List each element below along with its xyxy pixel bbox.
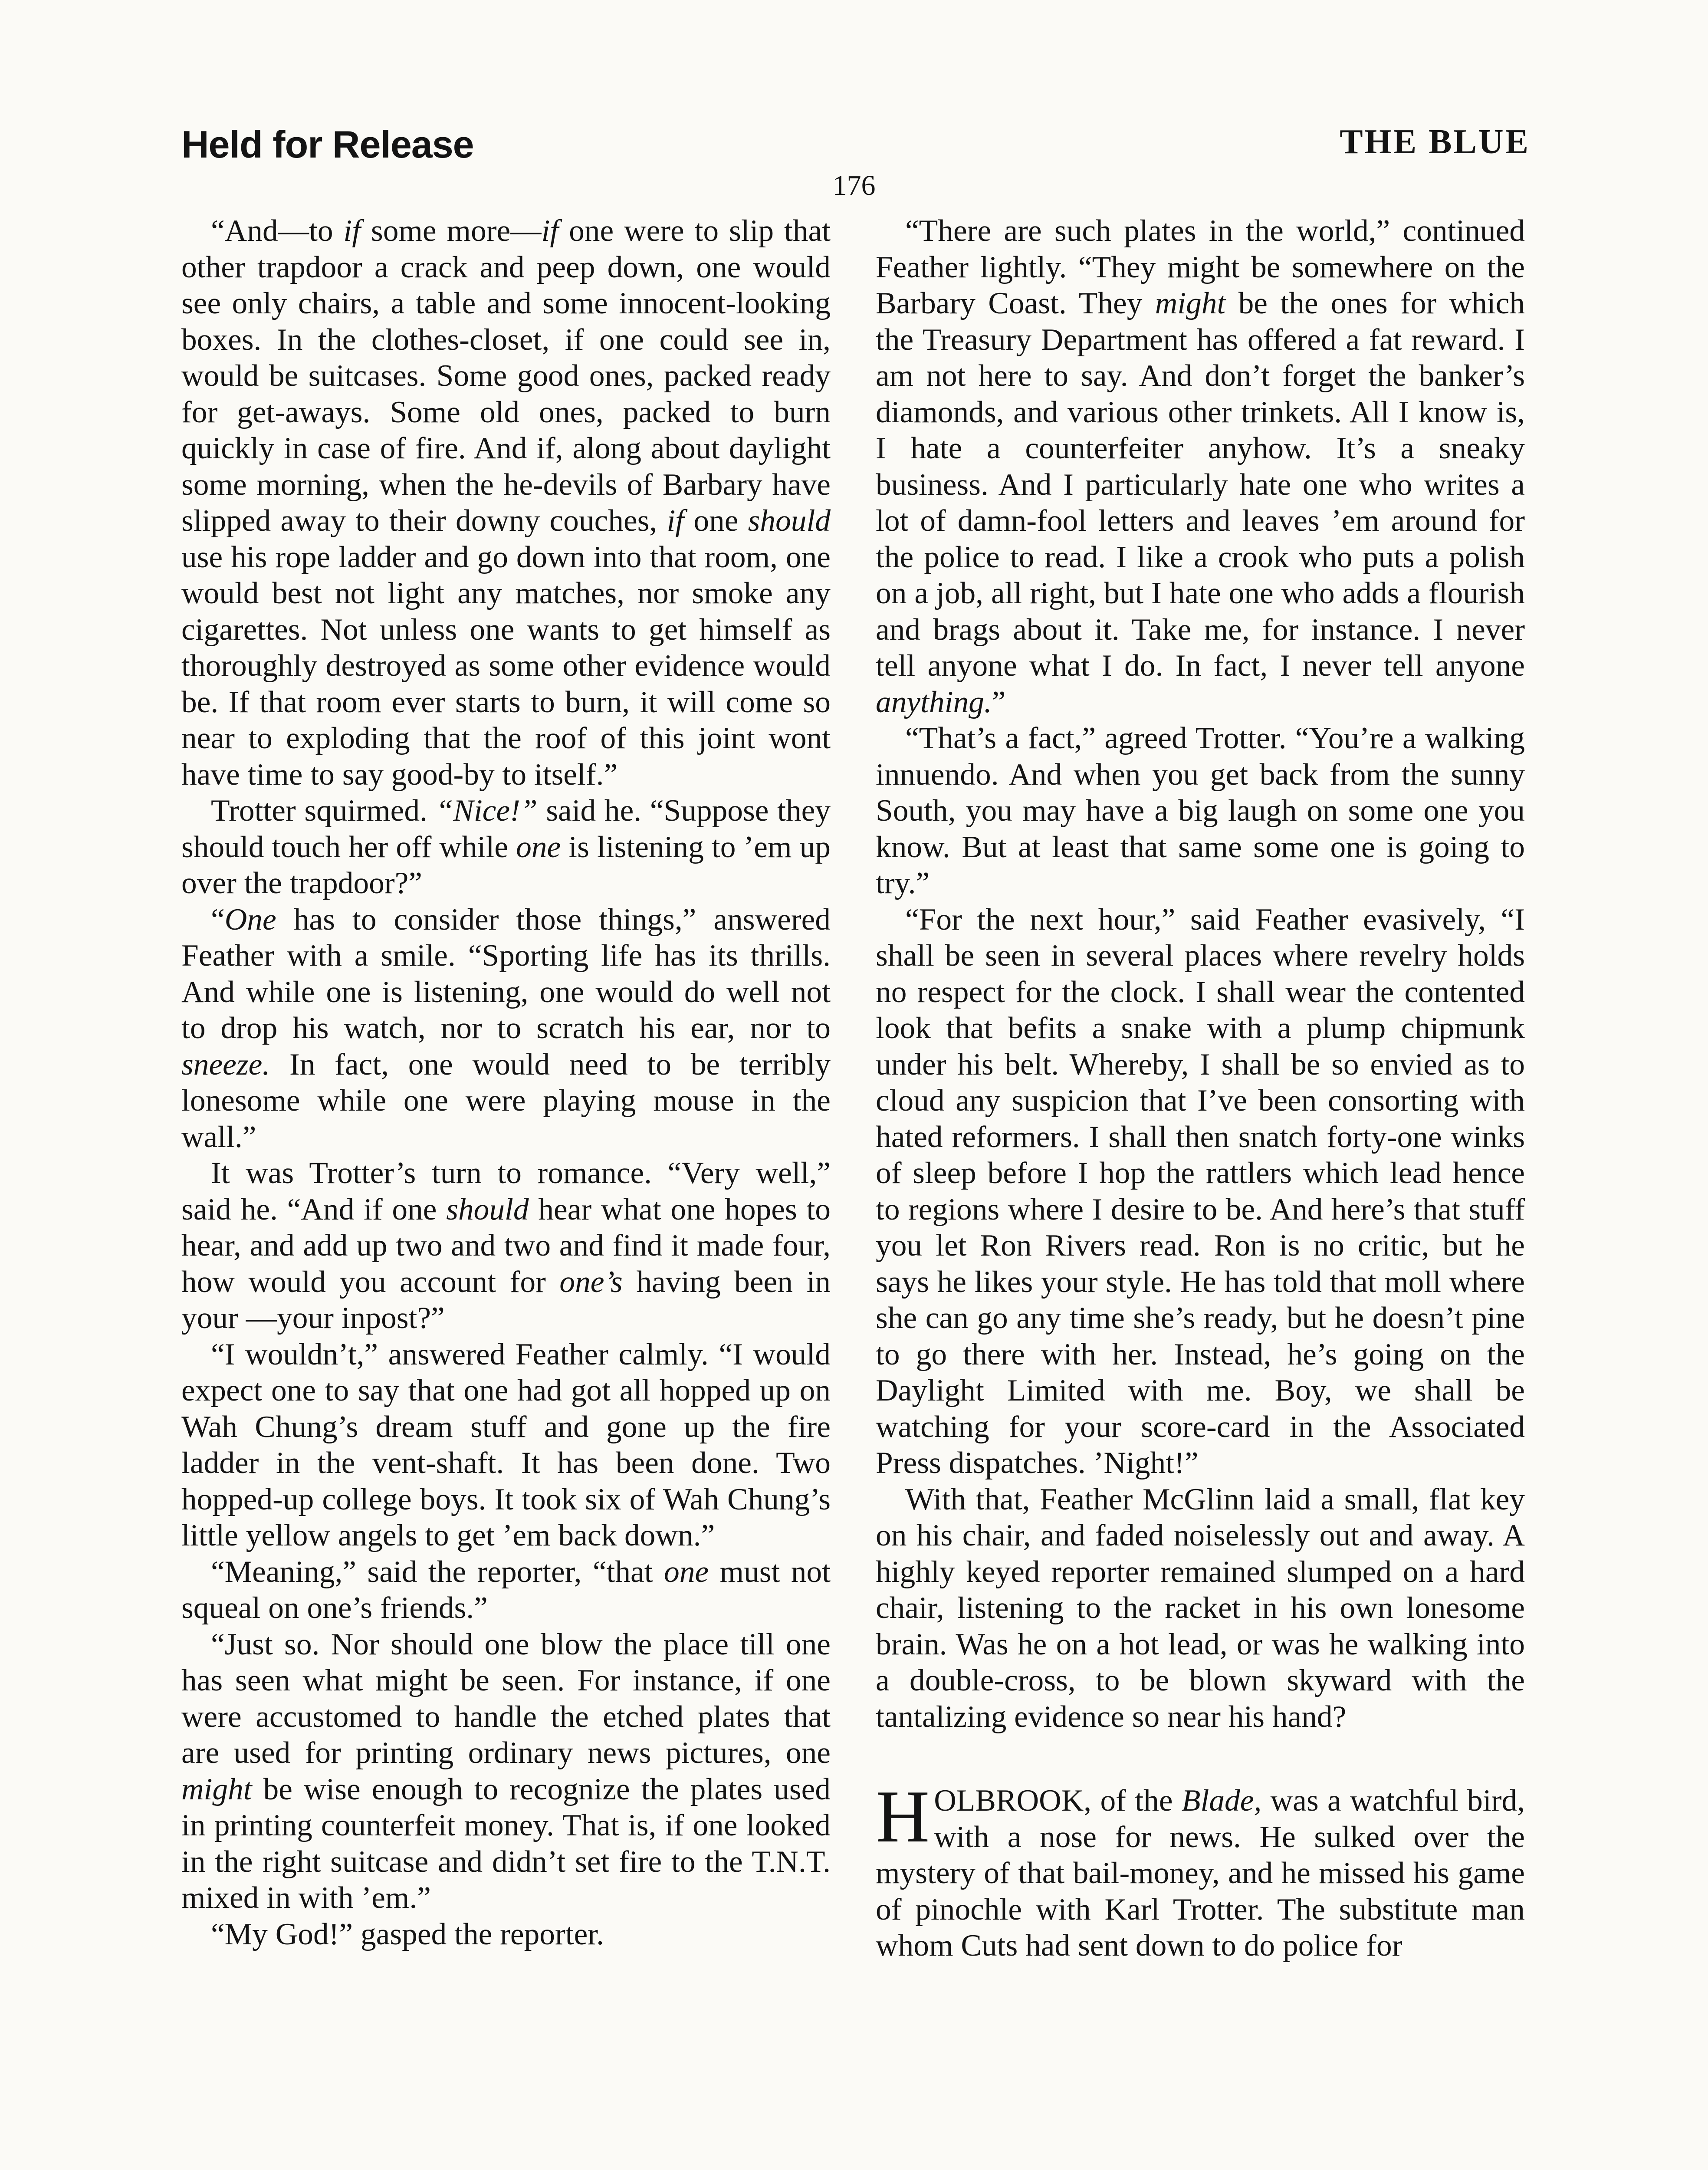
magazine-name: THE BLUE <box>1340 123 1530 161</box>
paragraph: “That’s a fact,” agreed Trotter. “You’re a walking innuendo. And when you get back from the sunny South, you may have a big laugh on some one you know. But at least that same some one is going to try.” <box>876 721 1525 900</box>
paragraph: “Meaning,” said the reporter, “that one must not squeal on one’s friends.” <box>181 1554 831 1625</box>
running-head <box>181 114 1530 174</box>
section-break <box>876 1735 1525 1782</box>
paragraph: “For the next hour,” said Feather evasively, “I shall be seen in several places where revelry holds no respect for the clock. I shall wear the contented look that befits a snake with a plump chipmunk under his belt. Whereby, I shall be so envied as to cloud any suspicion that I’ve been consorting with hated reformers. I shall then snatch forty-one winks of sleep before I hop the rattlers which lead hence to regions where I desire to be. And here’s that stuff you let Ron Rivers read. Ron is no critic, but he says he likes your style. He has told that moll where she can go any time she’s ready, but he doesn’t pine to go there with her. Instead, he’s going on the Daylight Limited with me. Boy, we shall be watching for your score-card in the Associated Press dispatches. ’Night!” <box>876 902 1525 1480</box>
left-column <box>181 213 831 1952</box>
paragraph: “My God!” gasped the reporter. <box>211 1917 604 1951</box>
paragraph: “And—to if some more—if one were to slip that other trapdoor a crack and peep down, one would see only chairs, a table and some innocent-looking boxes. In the clothes-closet, if one could see in, would be suitcases. Some good ones, packed ready for get-aways. Some old ones, packed to burn quickly in case of fire. And if, along about daylight some morning, when the he-devils of Barbary have slipped away to their downy couches, if one should use his rope ladder and go down into that room, one would best not light any matches, nor smoke any cigarettes. Not unless one wants to get himself as thoroughly destroyed as some other evidence would be. If that room ever starts to burn, it will come so near to exploding that the roof of this joint wont have time to say good-by to itself.” <box>181 214 831 792</box>
paragraph: “I wouldn’t,” answered Feather calmly. “I would expect one to say that one had got all hopped up on Wah Chung’s dream stuff and gone up the fire ladder in the vent-shaft. It has been done. Two hopped-up college boys. It took six of Wah Chung’s little yellow angels to get ’em back down.” <box>181 1337 831 1552</box>
story-title: Held for Release <box>181 123 474 166</box>
page-number: 176 <box>832 170 876 201</box>
paragraph: HOLBROOK, of the Blade, was a watchful bird, with a nose for news. He sulked over the mystery of that bail-money, and he missed his game of pinochle with Karl Trotter. The substitute man whom Cuts had sent down to do police for <box>876 1775 1525 1963</box>
paragraph: It was Trotter’s turn to romance. “Very well,” said he. “And if one should hear what one hopes to hear, and add up two and two and find it made four, how would you account for one’s having been in your —your inpost?” <box>181 1156 831 1335</box>
drop-cap: H <box>876 1775 930 1858</box>
right-column <box>876 213 1525 1964</box>
paragraph: “One has to consider those things,” answered Feather with a smile. “Sporting life has its thrills. And while one is listening, one would do well not to drop his watch, nor to scratch his ear, nor to sneeze. In fact, one would need to be terribly lonesome while one were playing mouse in the wall.” <box>181 902 831 1154</box>
paragraph: Trotter squirmed. “Nice!” said he. “Suppose they should touch her off while one is listening to ’em up over the trapdoor?” <box>181 793 831 900</box>
paragraph: “Just so. Nor should one blow the place till one has seen what might be seen. For instance, if one were accustomed to handle the etched plates that are used for printing ordinary news pictures, one might be wise enough to recognize the plates used in printing counterfeit money. That is, if one looked in the right suitcase and didn’t set fire to the T.N.T. mixed in with ’em.” <box>181 1627 831 1915</box>
paragraph: “There are such plates in the world,” continued Feather lightly. “They might be somewhere on the Barbary Coast. They might be the ones for which the Treasury Department has offered a fat reward. I am not here to say. And don’t forget the banker’s diamonds, and various other trinkets. All I know is, I hate a counterfeiter anyhow. It’s a sneaky business. And I particularly hate one who writes a lot of damn-fool letters and leaves ’em around for the police to read. I like a crook who puts a polish on a job, all right, but I hate one who adds a flourish and brags about it. Take me, for instance. I never tell anyone what I do. In fact, I never tell anyone anything.” <box>876 214 1525 719</box>
paragraph: With that, Feather McGlinn laid a small, flat key on his chair, and faded noiselessly out and away. A highly keyed reporter remained slumped on a hard chair, listening to the racket in his own lonesome brain. Was he on a hot lead, or was he walking into a double-cross, to be blown skyward with the tantalizing evidence so near his hand? <box>876 1482 1525 1734</box>
